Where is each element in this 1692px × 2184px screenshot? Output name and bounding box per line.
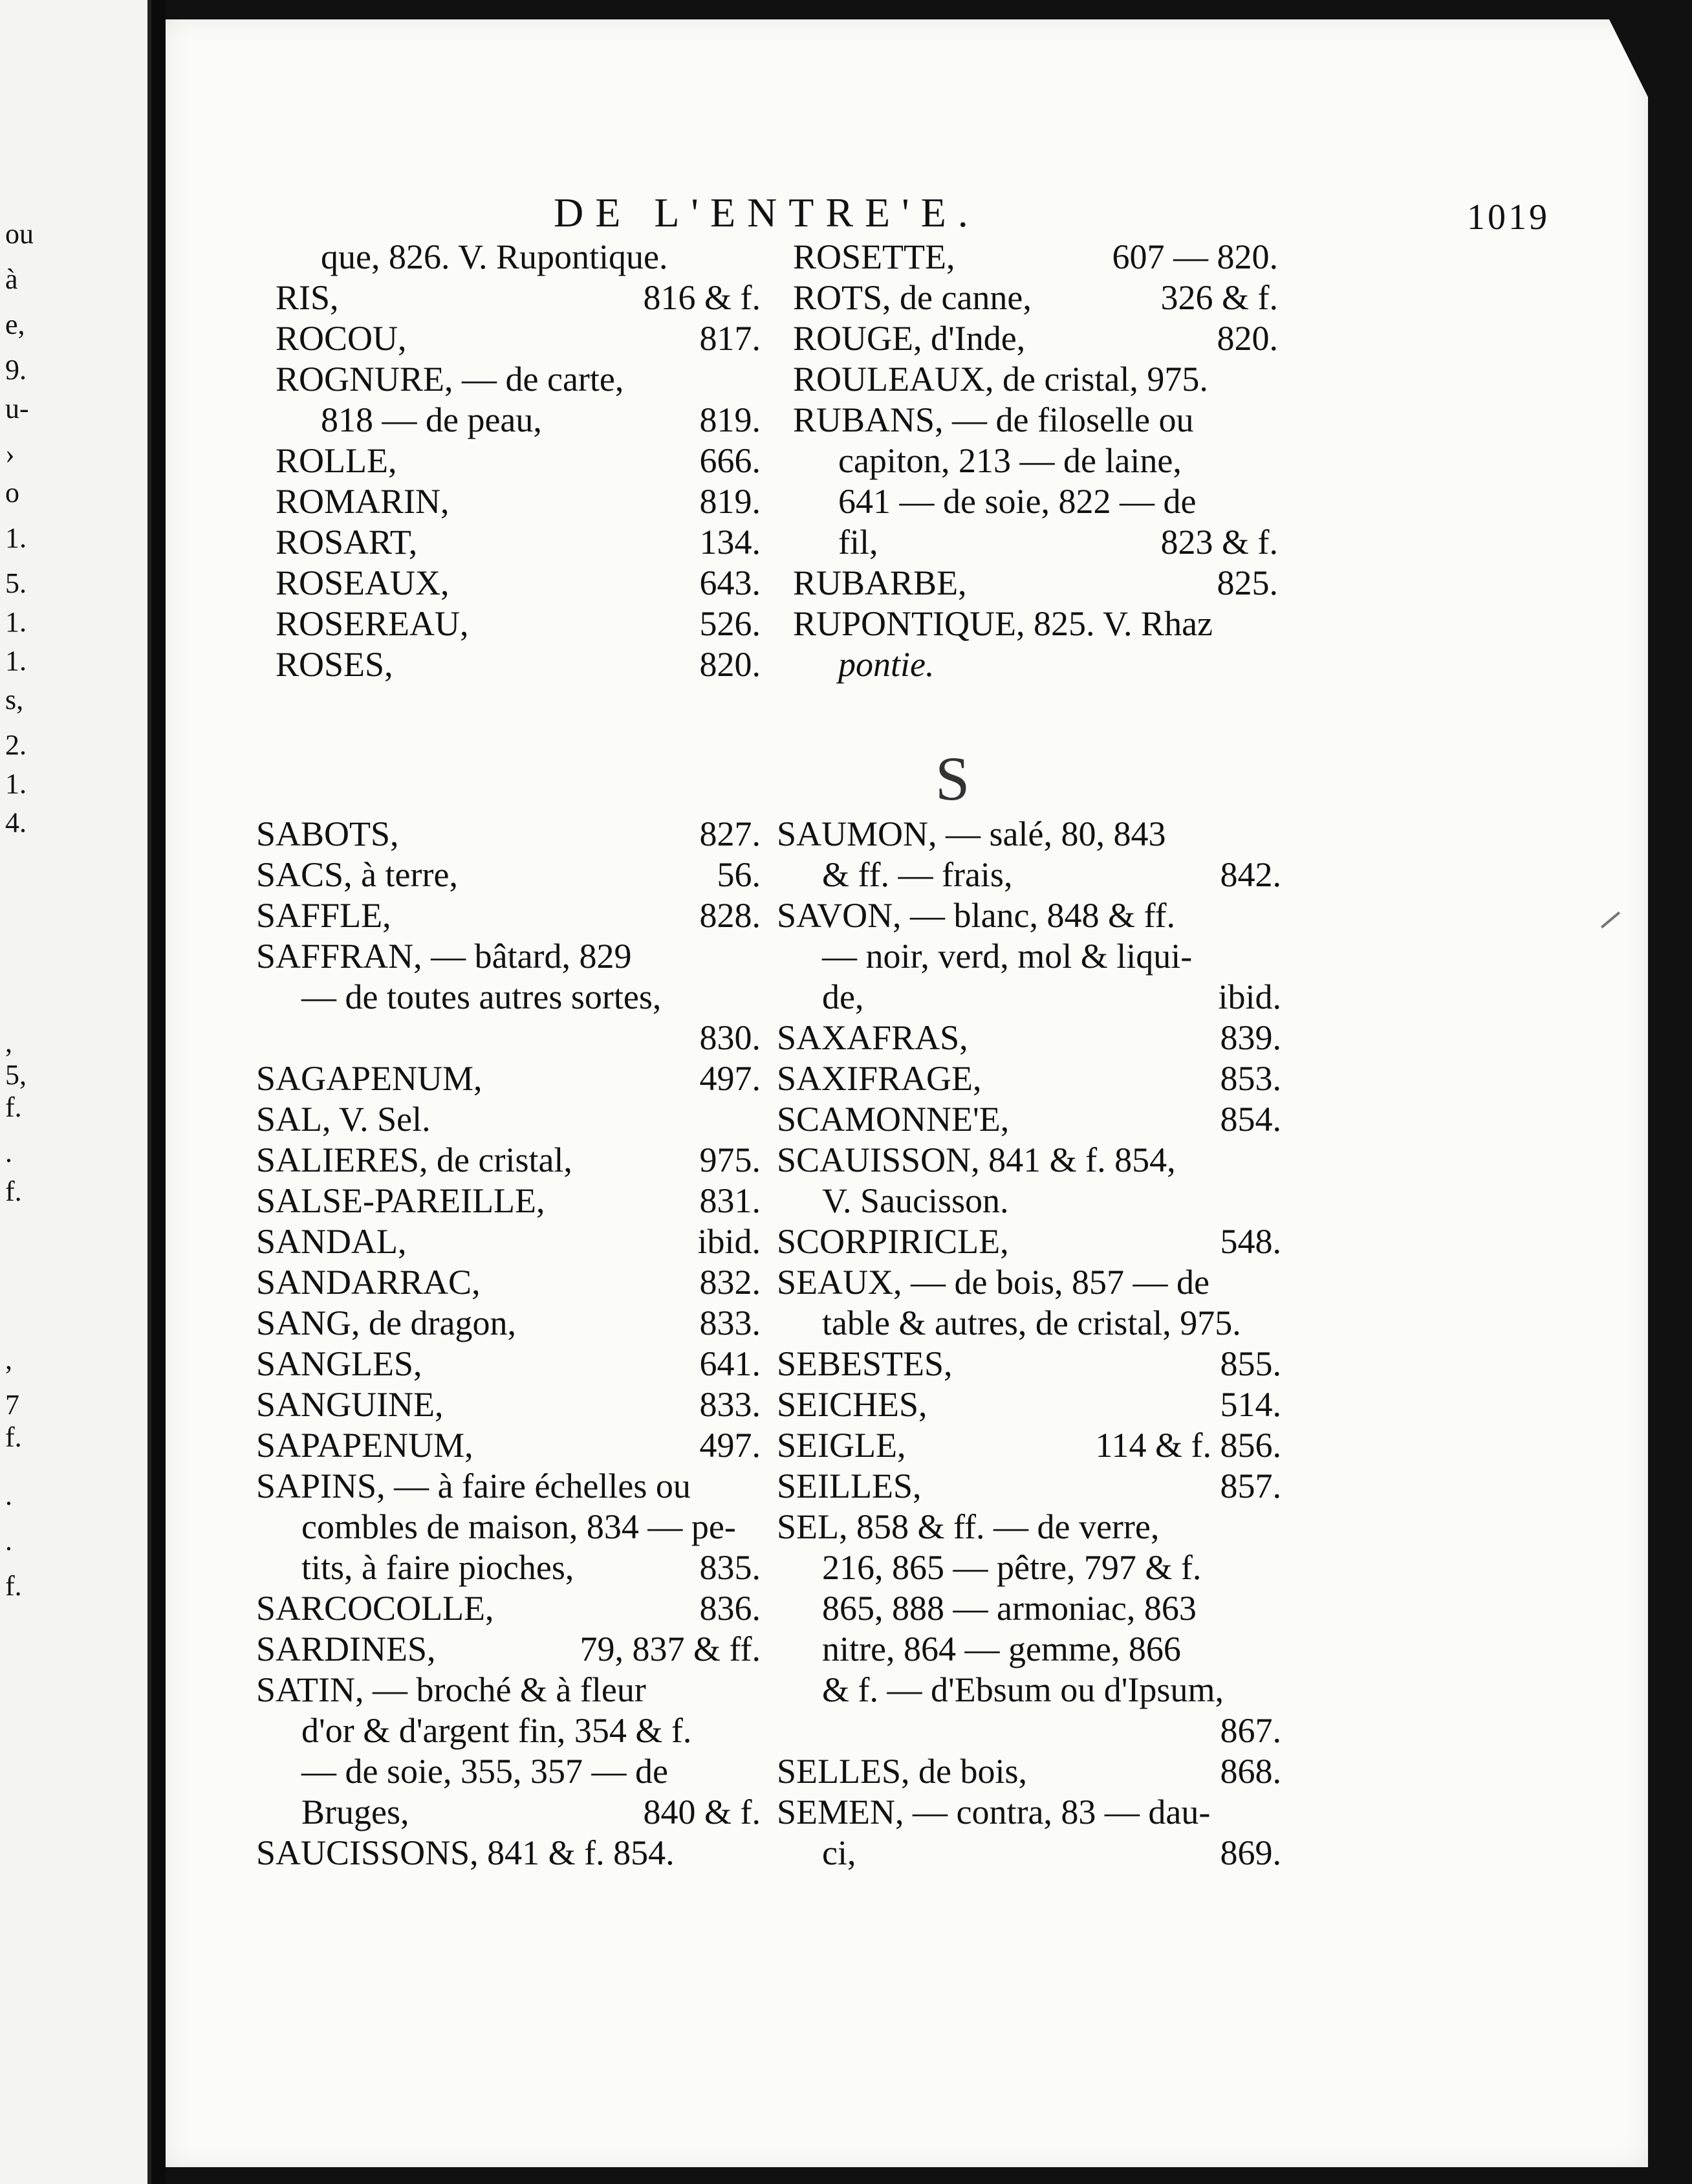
index-entry xyxy=(777,1344,1281,1384)
entry-page-ref: 816 & f. xyxy=(643,278,761,317)
entry-text: SAUMON, — salé, 80, 843 xyxy=(777,814,1166,853)
index-entry xyxy=(777,1670,1281,1710)
left-margin-fragment: f. xyxy=(5,1421,22,1453)
entry-text: 865, 888 — armoniac, 863 xyxy=(822,1589,1197,1628)
left-margin-fragment: f. xyxy=(5,1175,22,1207)
entry-text: ROSEAUX, xyxy=(276,563,450,602)
index-entry xyxy=(777,855,1281,895)
entry-page-ref: 857. xyxy=(1220,1467,1281,1505)
left-margin-fragment: e, xyxy=(5,309,25,340)
left-margin-fragment: . xyxy=(5,1480,12,1511)
entry-page-ref: 514. xyxy=(1220,1385,1281,1424)
entry-text: ROSES, xyxy=(276,645,393,684)
entry-text: pontie. xyxy=(838,645,935,684)
entry-text: de, xyxy=(822,977,864,1016)
index-entry xyxy=(256,1344,761,1384)
entry-page-ref: 839. xyxy=(1220,1018,1281,1057)
index-entry xyxy=(777,1710,1281,1751)
entry-page-ref: 817. xyxy=(699,319,761,358)
index-entry xyxy=(276,644,761,685)
entry-text: V. Saucisson. xyxy=(822,1181,1009,1220)
entry-text: SAPINS, — à faire échelles ou xyxy=(256,1467,691,1505)
left-margin-fragment: 5. xyxy=(5,567,27,599)
index-entry xyxy=(256,1425,761,1466)
index-entry xyxy=(793,481,1278,522)
index-entry xyxy=(777,895,1281,936)
left-margin-fragment: 4. xyxy=(5,807,27,838)
entry-text: SARCOCOLLE, xyxy=(256,1589,494,1628)
index-entry xyxy=(276,278,761,318)
index-entry xyxy=(793,441,1278,481)
index-entry xyxy=(777,1507,1281,1547)
index-entry xyxy=(256,1507,761,1547)
left-margin-fragment: ou xyxy=(5,218,34,250)
index-entry xyxy=(256,1058,761,1099)
entry-text: SALSE-PAREILLE, xyxy=(256,1181,545,1220)
entry-text: ROTS, de canne, xyxy=(793,278,1032,317)
index-entry xyxy=(793,522,1278,563)
index-entry xyxy=(256,1099,761,1140)
index-entry xyxy=(777,1303,1281,1344)
index-entry xyxy=(256,1140,761,1181)
index-entry xyxy=(777,1588,1281,1629)
book-gutter xyxy=(151,0,166,2184)
entry-page-ref: 497. xyxy=(699,1059,761,1098)
entry-page-ref: 643. xyxy=(699,563,761,602)
entry-page-ref: 820. xyxy=(699,645,761,684)
index-column-top-left xyxy=(276,237,761,685)
entry-text: SEIGLE, xyxy=(777,1426,906,1465)
index-entry xyxy=(777,1140,1281,1181)
left-margin-fragment: , xyxy=(5,1027,12,1058)
pencil-mark xyxy=(1601,912,1620,928)
entry-text: tits, à faire pioches, xyxy=(301,1548,574,1587)
entry-page-ref: 832. xyxy=(699,1263,761,1302)
entry-text: — de soie, 355, 357 — de xyxy=(301,1752,668,1791)
left-margin-fragment: f. xyxy=(5,1091,22,1123)
index-entry xyxy=(777,1792,1281,1833)
index-entry xyxy=(777,1221,1281,1262)
entry-page-ref: 326 & f. xyxy=(1160,278,1278,317)
entry-page-ref: 79, 837 & ff. xyxy=(580,1630,761,1668)
index-entry xyxy=(777,1751,1281,1792)
entry-text: SCORPIRICLE, xyxy=(777,1222,1009,1261)
entry-text: SCAUISSON, 841 & f. 854, xyxy=(777,1141,1176,1179)
index-entry xyxy=(256,1262,761,1303)
index-entry xyxy=(256,1710,761,1751)
entry-page-ref: 836. xyxy=(699,1589,761,1628)
index-entry xyxy=(777,1466,1281,1507)
index-entry xyxy=(777,1425,1281,1466)
index-entry xyxy=(777,814,1281,855)
index-entry xyxy=(256,936,761,977)
index-entry xyxy=(256,855,761,895)
index-entry xyxy=(256,1629,761,1670)
index-entry xyxy=(256,1588,761,1629)
entry-text: SATIN, — broché & à fleur xyxy=(256,1670,646,1709)
entry-text: ROSART, xyxy=(276,523,418,562)
entry-page-ref: 819. xyxy=(699,482,761,521)
index-entry xyxy=(256,814,761,855)
entry-text: SEICHES, xyxy=(777,1385,927,1424)
entry-page-ref: 497. xyxy=(699,1426,761,1465)
section-letter: S xyxy=(935,744,970,813)
entry-page-ref: 56. xyxy=(717,855,761,894)
index-entry xyxy=(256,1303,761,1344)
entry-page-ref: 854. xyxy=(1220,1100,1281,1139)
entry-page-ref: 975. xyxy=(699,1141,761,1179)
entry-text: capiton, 213 — de laine, xyxy=(838,441,1182,480)
entry-text: RUPONTIQUE, 825. V. Rhaz xyxy=(793,604,1213,643)
entry-text: table & autres, de cristal, 975. xyxy=(822,1304,1241,1342)
index-entry xyxy=(256,1018,761,1058)
index-entry xyxy=(256,1833,761,1873)
entry-text: SCAMONNE'E, xyxy=(777,1100,1010,1139)
entry-text: nitre, 864 — gemme, 866 xyxy=(822,1630,1181,1668)
entry-text: RUBANS, — de filoselle ou xyxy=(793,400,1194,439)
index-entry xyxy=(256,1670,761,1710)
index-entry xyxy=(777,1099,1281,1140)
entry-page-ref: 842. xyxy=(1220,855,1281,894)
entry-text: SANGUINE, xyxy=(256,1385,444,1424)
entry-text: SAL, V. Sel. xyxy=(256,1100,431,1139)
entry-page-ref: ibid. xyxy=(697,1222,761,1261)
entry-text: ROSETTE, xyxy=(793,237,955,276)
left-margin-fragment: f. xyxy=(5,1570,22,1602)
left-margin-fragment: o xyxy=(5,477,19,508)
entry-text: SAFFRAN, — bâtard, 829 xyxy=(256,937,632,976)
index-entry xyxy=(256,1547,761,1588)
index-entry xyxy=(777,1018,1281,1058)
index-entry xyxy=(276,237,761,278)
index-entry xyxy=(256,1751,761,1792)
index-entry xyxy=(793,278,1278,318)
left-margin-fragment: 9. xyxy=(5,354,27,386)
left-margin-fragment: . xyxy=(5,1525,12,1556)
index-entry xyxy=(276,522,761,563)
index-entry xyxy=(777,977,1281,1018)
index-entry xyxy=(793,237,1278,278)
index-entry xyxy=(256,1792,761,1833)
index-entry xyxy=(777,1058,1281,1099)
entry-page-ref: 114 & f. 856. xyxy=(1095,1426,1281,1465)
entry-text: SELLES, de bois, xyxy=(777,1752,1027,1791)
entry-text: — de toutes autres sortes, xyxy=(301,977,662,1016)
left-margin-fragment: 5, xyxy=(5,1059,27,1091)
index-entry xyxy=(777,1384,1281,1425)
index-entry xyxy=(777,1181,1281,1221)
index-entry xyxy=(777,1262,1281,1303)
entry-page-ref: ibid. xyxy=(1218,977,1281,1016)
left-margin-fragment: à xyxy=(5,263,18,295)
index-entry xyxy=(793,604,1278,644)
entry-page-ref: 825. xyxy=(1217,563,1278,602)
entry-text: SEAUX, — de bois, 857 — de xyxy=(777,1263,1209,1302)
entry-text: que, 826. V. Rupontique. xyxy=(321,237,668,276)
entry-page-ref: 134. xyxy=(699,523,761,562)
entry-page-ref: 831. xyxy=(699,1181,761,1220)
entry-text: combles de maison, 834 — pe- xyxy=(301,1507,736,1546)
entry-text: 216, 865 — pêtre, 797 & f. xyxy=(822,1548,1202,1587)
entry-text: SEL, 858 & ff. — de verre, xyxy=(777,1507,1160,1546)
index-entry xyxy=(276,441,761,481)
index-entry xyxy=(777,936,1281,977)
entry-text: SAFFLE, xyxy=(256,896,391,935)
index-entry xyxy=(256,1181,761,1221)
entry-page-ref: 855. xyxy=(1220,1344,1281,1383)
entry-page-ref: 548. xyxy=(1220,1222,1281,1261)
page-title: DE L'ENTRE'E. xyxy=(554,190,980,235)
entry-text: SACS, à terre, xyxy=(256,855,458,894)
entry-page-ref: 835. xyxy=(699,1548,761,1587)
left-margin-fragment: 1. xyxy=(5,606,27,638)
entry-text: SANDAL, xyxy=(256,1222,407,1261)
entry-text: SAVON, — blanc, 848 & ff. xyxy=(777,896,1175,935)
index-entry xyxy=(276,563,761,604)
index-entry xyxy=(793,644,1278,685)
index-column-s-right xyxy=(777,814,1281,1873)
entry-text: SANDARRAC, xyxy=(256,1263,481,1302)
entry-text: ROMARIN, xyxy=(276,482,450,521)
entry-text: SANGLES, xyxy=(256,1344,422,1383)
index-entry xyxy=(777,1629,1281,1670)
entry-text: SAXIFRAGE, xyxy=(777,1059,982,1098)
index-entry xyxy=(276,481,761,522)
entry-text: ROUGE, d'Inde, xyxy=(793,319,1026,358)
entry-text: SANG, de dragon, xyxy=(256,1304,516,1342)
entry-text: ROGNURE, — de carte, xyxy=(276,360,624,399)
entry-text: ROLLE, xyxy=(276,441,397,480)
entry-text: SABOTS, xyxy=(256,814,399,853)
index-entry xyxy=(276,318,761,359)
entry-text: ROULEAUX, de cristal, 975. xyxy=(793,360,1208,399)
torn-corner xyxy=(1609,19,1648,97)
index-entry xyxy=(256,895,761,936)
entry-text: RUBARBE, xyxy=(793,563,967,602)
entry-page-ref: 819. xyxy=(699,400,761,439)
entry-text: & ff. — frais, xyxy=(822,855,1013,894)
index-entry xyxy=(777,1547,1281,1588)
left-margin-fragment: s, xyxy=(5,684,24,715)
index-entry xyxy=(256,1384,761,1425)
entry-text: RIS, xyxy=(276,278,339,317)
entry-text: SALIERES, de cristal, xyxy=(256,1141,572,1179)
entry-page-ref: 823 & f. xyxy=(1160,523,1278,562)
left-margin-fragment: › xyxy=(5,438,15,470)
left-margin-fragment: 1. xyxy=(5,522,27,554)
index-entry xyxy=(256,977,761,1018)
entry-text: 641 — de soie, 822 — de xyxy=(838,482,1197,521)
entry-page-ref: 828. xyxy=(699,896,761,935)
left-margin-fragment: 1. xyxy=(5,768,27,800)
index-column-top-right xyxy=(793,237,1278,685)
entry-page-ref: 840 & f. xyxy=(643,1793,761,1831)
index-column-s-left xyxy=(256,814,761,1873)
index-entry xyxy=(256,1466,761,1507)
entry-text: ci, xyxy=(822,1833,856,1872)
left-margin-fragment: 2. xyxy=(5,729,27,761)
index-entry xyxy=(793,400,1278,441)
entry-text: 818 — de peau, xyxy=(321,400,542,439)
entry-page-ref: 833. xyxy=(699,1304,761,1342)
entry-page-ref: 827. xyxy=(699,814,761,853)
entry-text: SAXAFRAS, xyxy=(777,1018,968,1057)
entry-page-ref: 868. xyxy=(1220,1752,1281,1791)
index-entry xyxy=(793,318,1278,359)
entry-text: — noir, verd, mol & liqui- xyxy=(822,937,1193,976)
entry-text: SARDINES, xyxy=(256,1630,436,1668)
entry-page-ref: 830. xyxy=(699,1018,761,1057)
entry-text: SEBESTES, xyxy=(777,1344,953,1383)
index-entry xyxy=(276,604,761,644)
left-margin-fragment: 1. xyxy=(5,645,27,677)
entry-page-ref: 853. xyxy=(1220,1059,1281,1098)
entry-text: SAPAPENUM, xyxy=(256,1426,473,1465)
left-margin-fragment: u- xyxy=(5,393,29,424)
index-entry xyxy=(276,359,761,400)
entry-text: d'or & d'argent fin, 354 & f. xyxy=(301,1711,692,1750)
entry-page-ref: 833. xyxy=(699,1385,761,1424)
entry-page-ref: 526. xyxy=(699,604,761,643)
entry-text: Bruges, xyxy=(301,1793,409,1831)
index-page xyxy=(166,19,1648,2167)
index-entry xyxy=(276,400,761,441)
left-margin-fragment: . xyxy=(5,1137,12,1168)
entry-text: ROSEREAU, xyxy=(276,604,469,643)
entry-page-ref: 869. xyxy=(1220,1833,1281,1872)
entry-text: SAUCISSONS, 841 & f. 854. xyxy=(256,1833,675,1872)
entry-page-ref: 641. xyxy=(699,1344,761,1383)
entry-text: SEILLES, xyxy=(777,1467,922,1505)
left-margin-fragment: 7 xyxy=(5,1389,19,1421)
page-number: 1019 xyxy=(1467,197,1550,237)
entry-text: & f. — d'Ebsum ou d'Ipsum, xyxy=(822,1670,1224,1709)
entry-page-ref: 607 — 820. xyxy=(1112,237,1278,276)
entry-text: fil, xyxy=(838,523,878,562)
left-margin-fragment: , xyxy=(5,1344,12,1375)
index-entry xyxy=(777,1833,1281,1873)
index-entry xyxy=(793,563,1278,604)
entry-page-ref: 820. xyxy=(1217,319,1278,358)
entry-page-ref: 867. xyxy=(1220,1711,1281,1750)
index-entry xyxy=(256,1221,761,1262)
index-entry xyxy=(793,359,1278,400)
entry-page-ref: 666. xyxy=(699,441,761,480)
entry-text: SAGAPENUM, xyxy=(256,1059,483,1098)
entry-text: SEMEN, — contra, 83 — dau- xyxy=(777,1793,1211,1831)
left-page-fragment xyxy=(0,0,151,2184)
entry-text: ROCOU, xyxy=(276,319,407,358)
